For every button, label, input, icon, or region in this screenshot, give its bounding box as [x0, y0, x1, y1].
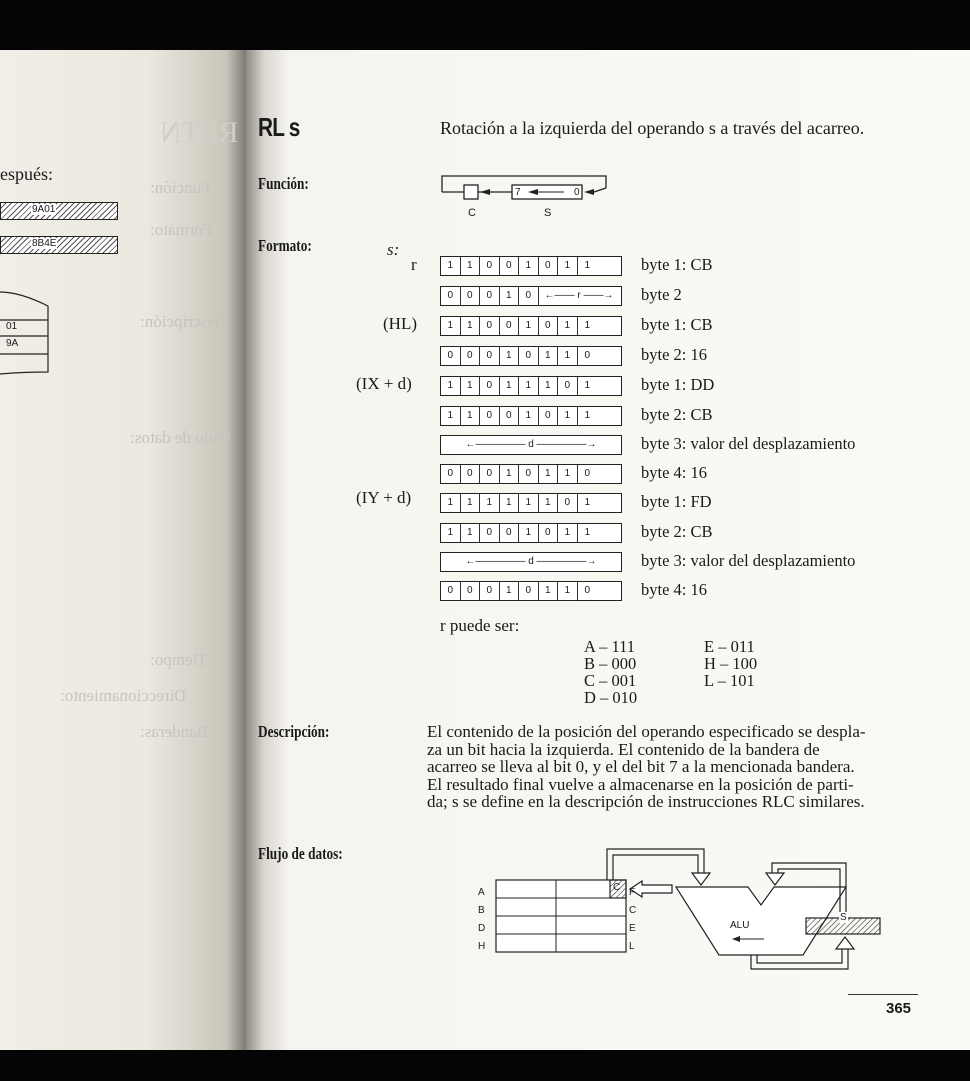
bit-cell: 0: [480, 465, 500, 483]
label-funcion: Función:: [258, 174, 309, 193]
bit-cell: 0: [539, 407, 559, 425]
bit7-label: 7: [515, 187, 521, 198]
bit-cell: 0: [558, 494, 578, 512]
register-name: L: [629, 941, 635, 952]
register-bar-1-value: 9A01: [32, 204, 56, 215]
byte-description: byte 3: valor del desplazamiento: [641, 434, 856, 453]
register-name: D: [478, 923, 486, 934]
bit-cell: 1: [441, 317, 461, 335]
bit-cell: 0: [461, 347, 481, 365]
bit-cell: 0: [441, 582, 461, 600]
bit-cell: 0: [519, 347, 539, 365]
label-descripcion: Descripción:: [258, 722, 330, 741]
operand-hl-label: (HL): [383, 314, 417, 333]
ghost-label-funcion: Función:: [150, 178, 211, 197]
bit-cell: 1: [461, 377, 481, 395]
bit-cell: 1: [558, 465, 578, 483]
label-formato: Formato:: [258, 236, 312, 255]
bit-cell: 0: [539, 317, 559, 335]
page-number-rule: [848, 994, 918, 995]
register-code: H – 100: [704, 654, 758, 673]
bit-cell: 0: [461, 465, 481, 483]
register-code: E – 011: [704, 637, 755, 656]
bit-cell: 1: [539, 582, 559, 600]
bit-cell: 0: [584, 585, 591, 596]
ghost-label-flujo: Flujo de datos:: [130, 428, 232, 447]
opcode-row: [440, 346, 622, 366]
bit-cell: 0: [584, 468, 591, 479]
opcode-row: [440, 376, 622, 396]
register-field-arrow: ←—— r ——→: [544, 290, 614, 301]
bit-cell: 1: [519, 257, 539, 275]
label-flujo: Flujo de datos:: [258, 844, 343, 863]
bit-cell: 0: [480, 377, 500, 395]
memory-cell-2: 9A: [6, 338, 19, 349]
bit-cell: 1: [519, 524, 539, 542]
bit-cell: 1: [461, 524, 481, 542]
operand-r-label: r: [411, 255, 417, 274]
register-bar-2-value: 8B4E: [32, 238, 57, 249]
displacement-label: d: [528, 556, 534, 567]
bit-cell: 1: [584, 527, 591, 538]
memory-cell-1: 01: [6, 321, 18, 332]
bit-cell: 0: [480, 407, 500, 425]
description-line: da; s se define en la descripción de instrucciones RLC similares.: [427, 792, 865, 811]
bit-cell: 0: [441, 287, 461, 305]
alu-label: ALU: [730, 920, 750, 931]
description-line: El contenido de la posición del operando especificado se despla-: [427, 722, 866, 741]
right-page: [246, 50, 970, 1050]
bit-cell: 1: [558, 407, 578, 425]
bit-cell: 1: [500, 465, 520, 483]
opcode-row: [440, 406, 622, 426]
bit-cell: 1: [584, 380, 591, 391]
carry-label: C: [468, 207, 476, 219]
register-codes-right: [704, 638, 757, 689]
displacement-field-arrow: ←————— d —————→: [465, 556, 597, 567]
operand-label: S: [544, 207, 552, 219]
bit-cell: 0: [441, 347, 461, 365]
bit-cell: 0: [500, 317, 520, 335]
bit-cell: 1: [519, 407, 539, 425]
ghost-label-banderas: Banderas:: [140, 722, 208, 741]
byte-description: byte 1: DD: [641, 375, 715, 394]
register-names-right: [629, 884, 636, 956]
ghost-label-direccionamiento: Direccionamiento:: [60, 686, 187, 705]
bit-cell: 1: [461, 407, 481, 425]
byte-description: byte 4: 16: [641, 580, 707, 599]
description-line: El resultado final vuelve a almacenarse en la posición de parti-: [427, 774, 854, 794]
bit-cell: 1: [500, 287, 520, 305]
bit-cell: 0: [480, 347, 500, 365]
bit-cell: 1: [539, 465, 559, 483]
byte-description: byte 2: CB: [641, 405, 713, 424]
bit-cell: 1: [500, 347, 520, 365]
byte-description: byte 1: FD: [641, 492, 712, 511]
bit-cell: 1: [461, 257, 481, 275]
bit-cell: 1: [441, 257, 461, 275]
bit-cell: 1: [441, 377, 461, 395]
bit-cell: 0: [441, 465, 461, 483]
ghost-label-formato: Formato:: [150, 220, 213, 239]
opcode-row: [440, 581, 622, 601]
bit-cell: 0: [480, 524, 500, 542]
register-name: A: [478, 887, 485, 898]
bit-cell: 1: [500, 582, 520, 600]
despues-label: espués:: [0, 164, 53, 184]
bit-cell: 1: [519, 317, 539, 335]
register-code: B – 000: [584, 654, 637, 673]
register-code: D – 010: [584, 688, 638, 707]
bit0-label: 0: [574, 187, 580, 198]
opcode-row: [440, 435, 622, 455]
bit-cell: 0: [539, 257, 559, 275]
bit-cell: 1: [441, 524, 461, 542]
register-name: E: [629, 923, 636, 934]
bit-cell: 0: [519, 287, 539, 305]
page-number: 365: [886, 1000, 912, 1017]
bit-cell: 1: [558, 257, 578, 275]
bit-cell: 0: [539, 524, 559, 542]
opcode-row: [440, 523, 622, 543]
bit-cell: 1: [558, 524, 578, 542]
r-puede-ser: r puede ser:: [440, 616, 520, 635]
ghost-heading: RETN: [160, 116, 239, 149]
bit-cell: 1: [539, 494, 559, 512]
displacement-field-arrow: ←————— d —————→: [465, 439, 597, 450]
register-code: A – 111: [584, 637, 636, 656]
bit-cell: 0: [500, 524, 520, 542]
byte-description: byte 4: 16: [641, 463, 707, 482]
register-name: C: [629, 905, 637, 916]
bit-cell: 0: [500, 407, 520, 425]
byte-description: byte 2: CB: [641, 522, 713, 541]
rotation-function-diagram: [436, 170, 616, 230]
byte-description: byte 1: CB: [641, 315, 713, 334]
bit-cell: 1: [584, 260, 591, 271]
displacement-label: d: [528, 439, 534, 450]
left-page: [0, 50, 246, 1050]
opcode-row: [440, 493, 622, 513]
register-name: B: [478, 905, 485, 916]
bit-cell: 1: [480, 494, 500, 512]
bit-cell: 1: [584, 410, 591, 421]
register-code: C – 001: [584, 671, 637, 690]
bit-cell: 1: [519, 377, 539, 395]
ghost-label-descripcion: Descripción:: [140, 312, 227, 331]
register-name: H: [478, 941, 486, 952]
bottom-shadow-band: [0, 1050, 970, 1081]
opcode-row: [440, 464, 622, 484]
register-bar-1: [0, 202, 118, 220]
instruction-heading: RL s: [258, 112, 300, 142]
bit-cell: 1: [441, 407, 461, 425]
register-codes-left: [584, 638, 637, 706]
register-code: L – 101: [704, 671, 755, 690]
intro-text: Rotación a la izquierda del operando s a través del acarreo.: [440, 118, 865, 138]
bit-cell: 0: [519, 465, 539, 483]
operand-s-label: s:: [387, 240, 400, 259]
byte-description: byte 3: valor del desplazamiento: [641, 551, 856, 570]
operand-iy-label: (IY + d): [356, 488, 412, 507]
register-bar-2: [0, 236, 118, 254]
bit-cell: 1: [461, 317, 481, 335]
bit-cell: 0: [480, 257, 500, 275]
bit-cell: 1: [584, 320, 591, 331]
opcode-row: [440, 256, 622, 276]
bit-cell: 1: [500, 377, 520, 395]
bit-cell: 0: [461, 287, 481, 305]
opcode-row: [440, 286, 622, 306]
bit-cell: 1: [500, 494, 520, 512]
bit-cell: 0: [480, 317, 500, 335]
description-line: acarreo se lleva al bit 0, y el del bit 7 a la mencionada bandera.: [427, 757, 855, 776]
bit-cell: 1: [558, 347, 578, 365]
byte-description: byte 2: 16: [641, 345, 707, 364]
carry-flag-cell: C: [613, 882, 621, 893]
bit-cell: 0: [500, 257, 520, 275]
bit-cell: 1: [558, 317, 578, 335]
bit-cell: 0: [480, 287, 500, 305]
data-flow-diagram: [476, 845, 896, 980]
bit-cell: 0: [584, 350, 591, 361]
description-text: [427, 723, 947, 811]
bit-cell: 1: [558, 582, 578, 600]
bit-cell: 1: [441, 494, 461, 512]
bit-cell: 1: [461, 494, 481, 512]
description-line: za un bit hacia la izquierda. El contenido de la bandera de: [427, 739, 820, 759]
bit-cell: 1: [519, 494, 539, 512]
bit-cell: 1: [539, 377, 559, 395]
top-shadow-band: [0, 0, 970, 50]
register-name: F: [629, 887, 636, 898]
operand-s-box: S: [840, 912, 847, 923]
bit-cell: 0: [519, 582, 539, 600]
bit-cell: 1: [539, 347, 559, 365]
bit-cell: 0: [480, 582, 500, 600]
bit-cell: 1: [584, 497, 591, 508]
register-field-label: r: [577, 290, 581, 301]
bit-cell: 0: [461, 582, 481, 600]
byte-description: byte 1: CB: [641, 255, 713, 274]
bit-cell: 0: [558, 377, 578, 395]
operand-ix-label: (IX + d): [356, 374, 412, 393]
opcode-row: [440, 316, 622, 336]
opcode-row: [440, 552, 622, 572]
byte-description: byte 2: [641, 285, 682, 304]
register-names-left: [478, 884, 485, 956]
ghost-label-tiempo: Tiempo:: [150, 650, 208, 669]
